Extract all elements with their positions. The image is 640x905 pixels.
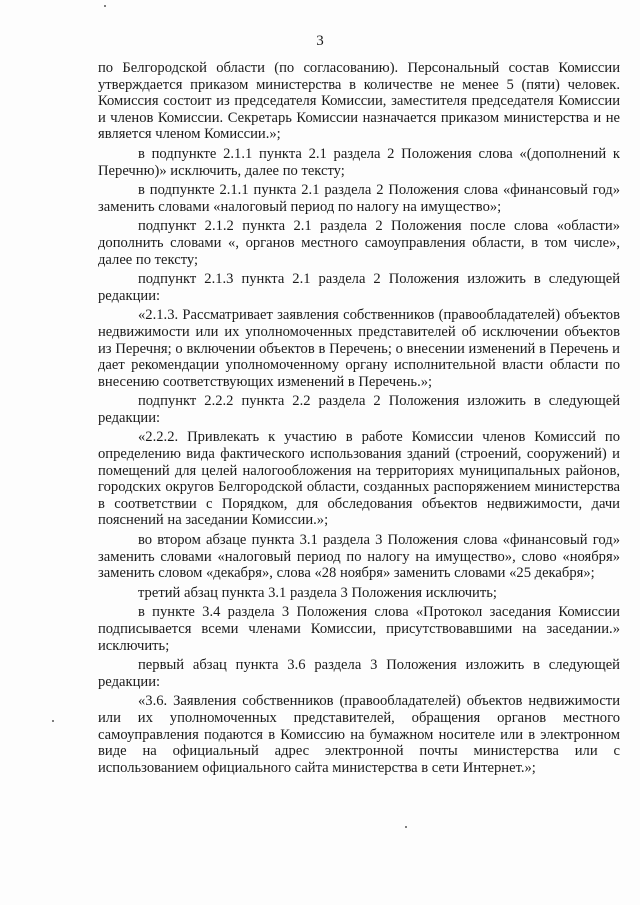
paragraph-2-1-1-exclusion: в подпункте 2.1.1 пункта 2.1 раздела 2 Положения слова «(дополнений к Перечню)» исключить, далее по тексту; (98, 145, 620, 179)
paragraph-3-6-intro: первый абзац пункта 3.6 раздела 3 Положения изложить в следующей редакции: (98, 657, 620, 690)
scan-speck (52, 720, 54, 722)
document-body (98, 60, 620, 779)
page-number: 3 (316, 33, 324, 49)
paragraph-2-1-1-replacement: в подпункте 2.1.1 пункта 2.1 раздела 2 Положения слова «финансовый год» заменить словами «налоговый период по налогу на имущество»; (98, 182, 620, 215)
scan-speck (405, 826, 407, 828)
paragraph-3-6-text: «3.6. Заявления собственников (правообладателей) объектов недвижимости или их уполномоченных представителей, обращения органов местного самоуправления подаются в Комиссию на бумажном носителе или в электронном виде на официальный адрес электронной почты министерства или с использованием официального сайта министерства в сети Интернет.»; (98, 693, 620, 776)
paragraph-2-1-2-addition: подпункт 2.1.2 пункта 2.1 раздела 2 Положения после слова «области» дополнить словами «, органов местного самоуправления области, в том числе», далее по тексту; (98, 218, 620, 268)
paragraph-2-1-3-text: «2.1.3. Рассматривает заявления собственников (правообладателей) объектов недвижимости или их уполномоченных представителей об исключении объектов из Перечня; о включении объектов в Перечень; о внесении изменений в Перечень и дает рекомендации уполномоченному органу исполнительной власти области по внесению соответствующих изменений в Перечень.»; (98, 307, 620, 390)
scan-speck (104, 5, 106, 7)
paragraph-commission-composition: по Белгородской области (по согласованию). Персональный состав Комиссии утверждается приказом министерства в количестве не менее 5 (пяти) человек. Комиссия состоит из председателя Комиссии, заместителя председателя Комиссии и членов Комиссии. Секретарь Комиссии назначается приказом министерства и не является членом Комиссии.»; (98, 60, 620, 143)
paragraph-2-2-2-intro: подпункт 2.2.2 пункта 2.2 раздела 2 Положения изложить в следующей редакции: (98, 393, 620, 426)
paragraph-3-1-replacement: во втором абзаце пункта 3.1 раздела 3 Положения слова «финансовый год» заменить словами «налоговый период по налогу на имущество», слово «ноября» заменить словом «декабря», слова «28 ноября» заменить словами «25 декабря»; (98, 532, 620, 582)
paragraph-2-2-2-text: «2.2.2. Привлекать к участию в работе Комиссии членов Комиссий по определению вида фактического использования зданий (строений, сооружений) и помещений для целей налогообложения на территориях муниципальных районов, городских округов Белгородской области, созданных распоряжением министерства в соответствии с Порядком, для обследования объектов недвижимости, дачи пояснений на заседании Комиссии.»; (98, 429, 620, 529)
paragraph-3-1-exclusion: третий абзац пункта 3.1 раздела 3 Положения исключить; (138, 584, 497, 601)
paragraph-3-4-exclusion: в пункте 3.4 раздела 3 Положения слова «Протокол заседания Комиссии подписывается всеми членами Комиссии, присутствовавшими на заседании.» исключить; (98, 604, 620, 654)
paragraph-2-1-3-intro: подпункт 2.1.3 пункта 2.1 раздела 2 Положения изложить в следующей редакции: (98, 271, 620, 304)
